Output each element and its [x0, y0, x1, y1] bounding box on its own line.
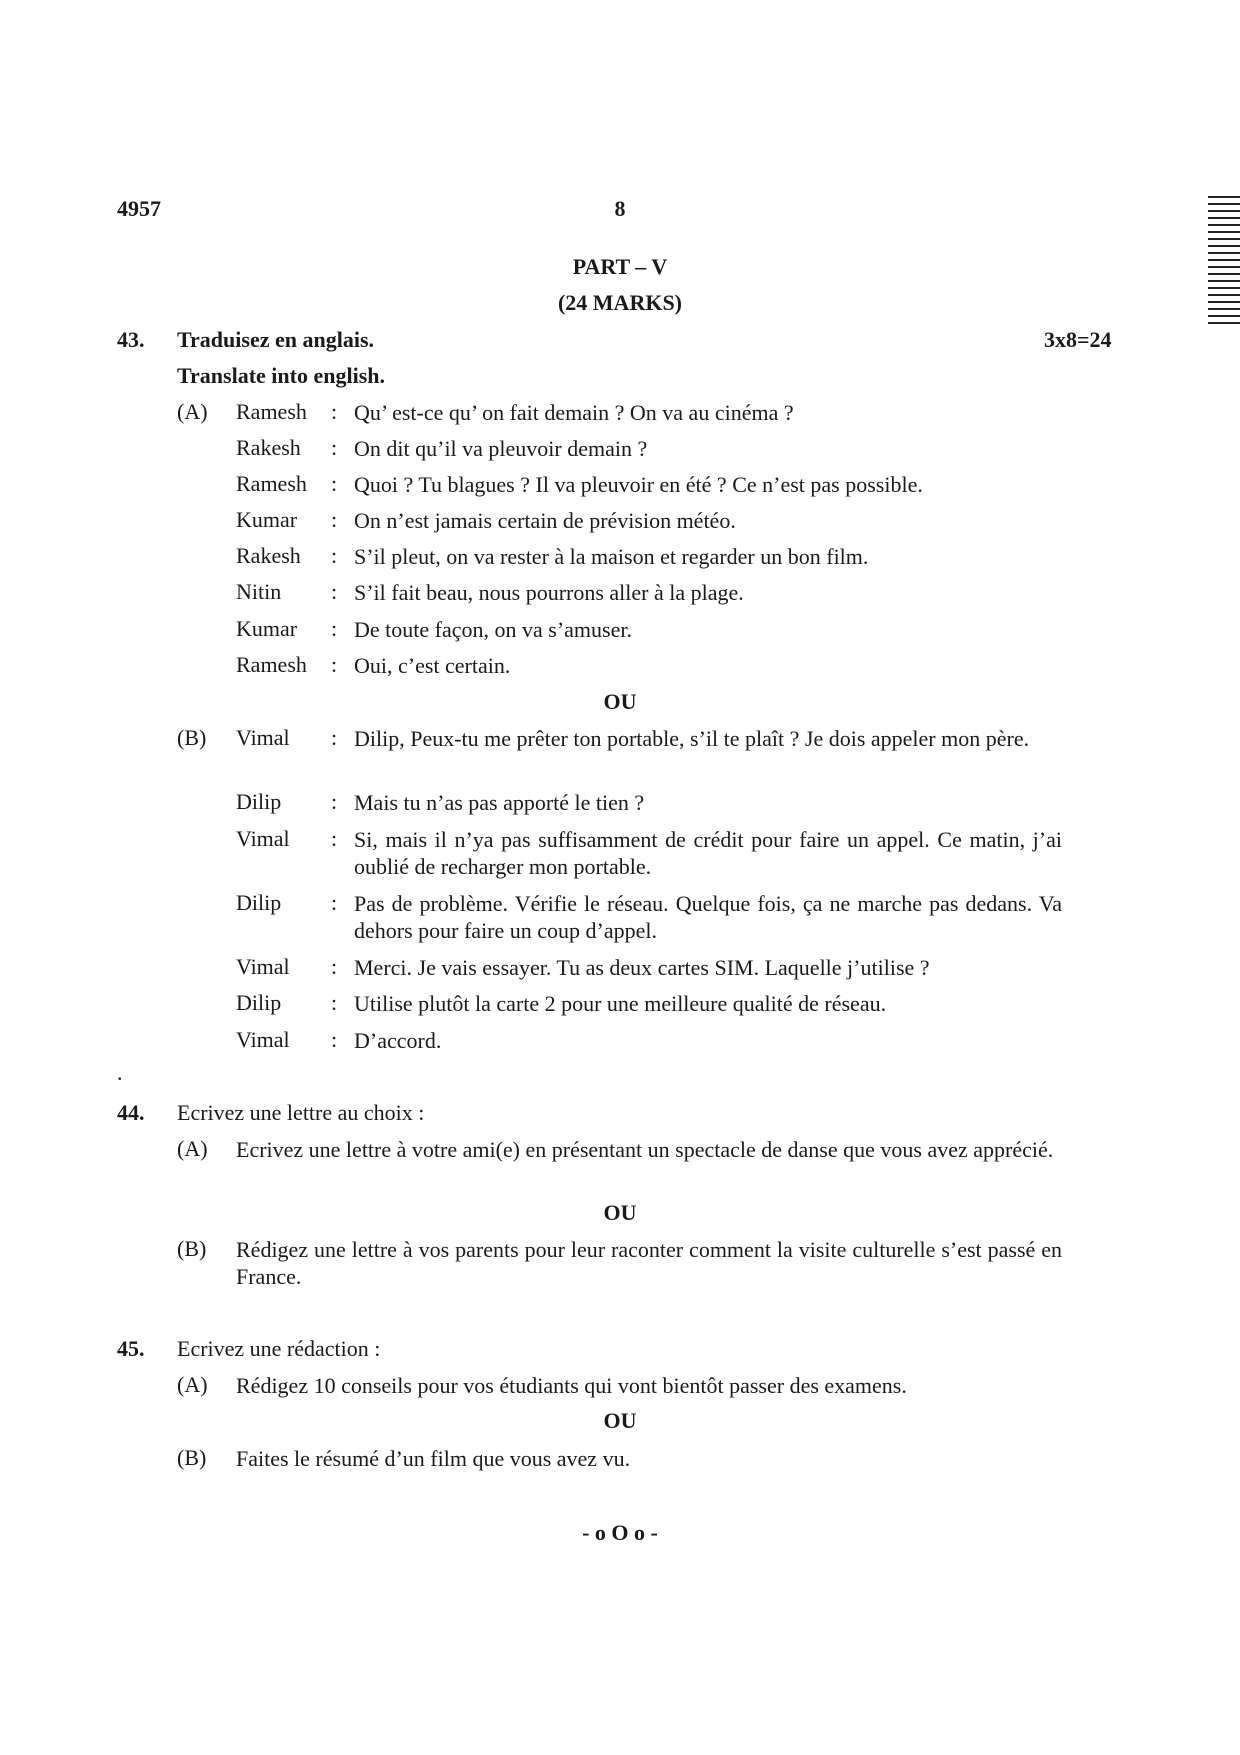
q43-subtitle: Translate into english.: [177, 363, 386, 388]
colon: :: [331, 435, 338, 460]
page-number: 8: [614, 196, 626, 221]
dialogue-text: Quoi ? Tu blagues ? Il va pleuvoir en été ? Ce n’est pas possible.: [354, 472, 923, 497]
dialogue-text: S’il pleut, on va rester à la maison et regarder un bon film.: [354, 544, 869, 569]
dialogue-text: Utilise plutôt la carte 2 pour une meilleure qualité de réseau.: [354, 991, 887, 1016]
or-separator: OU: [603, 1408, 637, 1433]
end-mark: - o O o -: [582, 1520, 658, 1545]
dialogue-text: Mais tu n’as pas apporté le tien ?: [354, 790, 645, 815]
colon: :: [331, 399, 338, 424]
dialogue-text: On dit qu’il va pleuvoir demain ?: [354, 436, 648, 461]
dialogue-text: On n’est jamais certain de prévision météo.: [354, 508, 736, 533]
colon: :: [331, 890, 338, 915]
colon: :: [331, 471, 338, 496]
dialogue-text: Qu’ est-ce qu’ on fait demain ? On va au cinéma ?: [354, 400, 794, 425]
stray-dot: .: [117, 1060, 123, 1085]
speaker: Rakesh: [236, 543, 301, 568]
option-text: Rédigez une lettre à vos parents pour leur raconter comment la visite culturelle s’est passé en France.: [236, 1237, 1062, 1289]
option-letter: (B): [177, 725, 207, 750]
dialogue-text: D’accord.: [354, 1028, 442, 1053]
colon: :: [331, 990, 338, 1015]
q43-marks: 3x8=24: [1044, 327, 1112, 352]
speaker: Ramesh: [236, 399, 307, 424]
option-text: Rédigez 10 conseils pour vos étudiants qui vont bientôt passer des examens.: [236, 1373, 907, 1398]
colon: :: [331, 543, 338, 568]
option-text: Faites le résumé d’un film que vous avez vu.: [236, 1446, 631, 1471]
colon: :: [331, 616, 338, 641]
speaker: Rakesh: [236, 435, 301, 460]
dialogue-text: S’il fait beau, nous pourrons aller à la plage.: [354, 580, 744, 605]
colon: :: [331, 954, 338, 979]
option-letter: (A): [177, 1372, 208, 1397]
q43-number: 43.: [117, 327, 145, 352]
colon: :: [331, 579, 338, 604]
speaker: Nitin: [236, 579, 282, 604]
q44-title: Ecrivez une lettre au choix :: [177, 1100, 425, 1125]
q45-title: Ecrivez une rédaction :: [177, 1336, 381, 1361]
speaker: Vimal: [236, 826, 290, 851]
colon: :: [331, 507, 338, 532]
colon: :: [331, 652, 338, 677]
or-separator: OU: [603, 689, 637, 714]
dialogue-text: De toute façon, on va s’amuser.: [354, 617, 632, 642]
dialogue-text: Oui, c’est certain.: [354, 653, 511, 678]
option-text: Ecrivez une lettre à votre ami(e) en présentant un spectacle de danse que vous avez apprécié.: [236, 1137, 1054, 1162]
speaker: Kumar: [236, 616, 298, 641]
colon: :: [331, 1027, 338, 1052]
speaker: Dilip: [236, 890, 282, 915]
speaker: Vimal: [236, 725, 290, 750]
colon: :: [331, 725, 338, 750]
speaker: Dilip: [236, 990, 282, 1015]
dialogue-text: Pas de problème. Vérifie le réseau. Quelque fois, ça ne marche pas dedans. Va dehors pour faire un coup d’appel.: [354, 891, 1062, 943]
dialogue-text: Merci. Je vais essayer. Tu as deux cartes SIM. Laquelle j’utilise ?: [354, 955, 930, 980]
q44-number: 44.: [117, 1100, 145, 1125]
speaker: Kumar: [236, 507, 298, 532]
speaker: Vimal: [236, 1027, 290, 1052]
speaker: Ramesh: [236, 471, 307, 496]
or-separator: OU: [603, 1200, 637, 1225]
part-title: PART – V: [572, 254, 668, 279]
q43-title: Traduisez en anglais.: [177, 327, 375, 352]
speaker: Ramesh: [236, 652, 307, 677]
option-letter: (A): [177, 399, 208, 424]
q45-number: 45.: [117, 1336, 145, 1361]
dialogue-text: Dilip, Peux-tu me prêter ton portable, s’il te plaît ? Je dois appeler mon père.: [354, 726, 1030, 751]
speaker: Vimal: [236, 954, 290, 979]
speaker: Dilip: [236, 789, 282, 814]
option-letter: (B): [177, 1445, 207, 1470]
colon: :: [331, 826, 338, 851]
colon: :: [331, 789, 338, 814]
option-letter: (B): [177, 1236, 207, 1261]
option-letter: (A): [177, 1136, 208, 1161]
barcode-marks: [1208, 196, 1240, 329]
part-marks: (24 MARKS): [557, 290, 683, 315]
dialogue-text: Si, mais il n’ya pas suffisamment de crédit pour faire un appel. Ce matin, j’ai oublié de recharger mon portable.: [354, 827, 1062, 879]
paper-code: 4957: [117, 196, 161, 221]
